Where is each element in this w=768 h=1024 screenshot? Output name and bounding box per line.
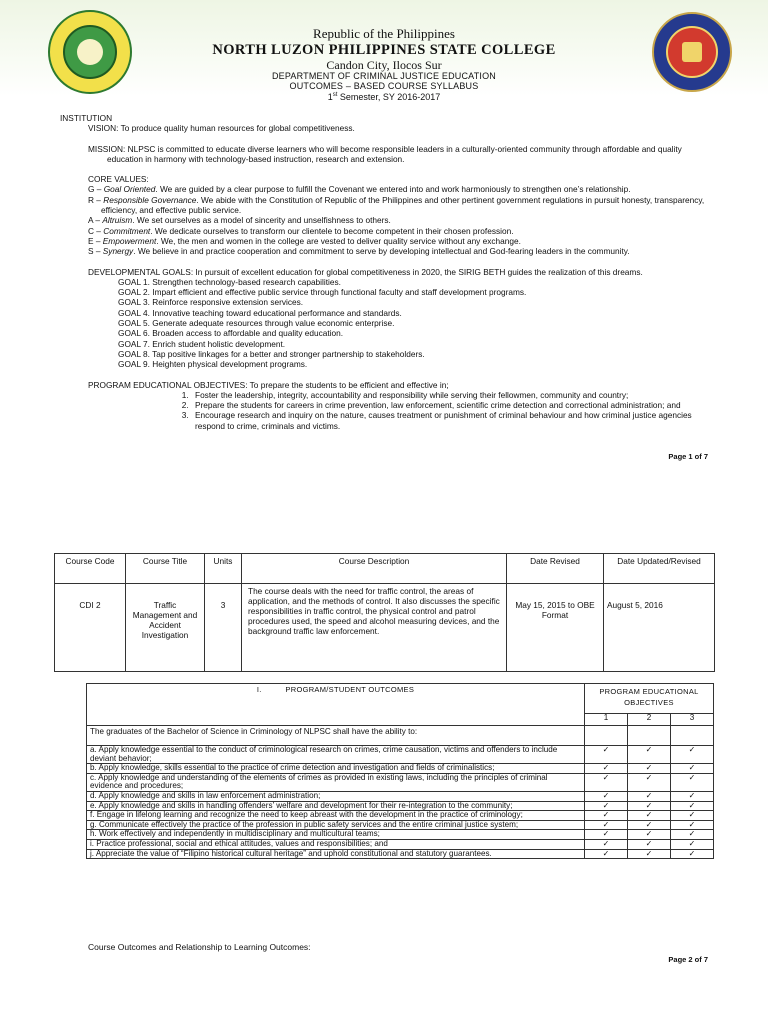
course-info-table (54, 553, 715, 672)
syllabus-title: OUTCOMES – BASED COURSE SYLLABUS (289, 81, 479, 91)
outcome-text: e. Apply knowledge and skills in handling offenders’ welfare and development for their re-integration to the community; (87, 801, 585, 811)
check-mark: ✓ (628, 791, 671, 801)
check-mark: ✓ (671, 830, 714, 840)
goal-item: GOAL 3. Reinforce responsive extension services. (118, 297, 304, 308)
college-city: Candon City, Ilocos Sur (326, 58, 442, 72)
check-mark: ✓ (628, 811, 671, 821)
goal-item: GOAL 6. Broaden access to affordable and quality education. (118, 328, 344, 339)
outcome-text: h. Work effectively and independently in multidisciplinary and multicultural teams; (87, 830, 585, 840)
course-title: Traffic Management and Accident Investigation (126, 584, 205, 672)
peo-header: PROGRAM EDUCATIONAL OBJECTIVES (585, 684, 714, 714)
college-name: NORTH LUZON PHILIPPINES STATE COLLEGE (212, 42, 556, 58)
institution-label: INSTITUTION (60, 113, 113, 123)
peo-item: 2. Prepare the students for careers in crime prevention, law enforcement, scientific crime detection and correctional administration; and (191, 400, 720, 410)
date-updated: August 5, 2016 (604, 584, 715, 672)
check-mark: ✓ (585, 791, 628, 801)
date-revised: May 15, 2015 to OBE Format (507, 584, 604, 672)
header-date-revised: Date Revised (507, 554, 604, 584)
goal-item: GOAL 1. Strengthen technology-based research capabilities. (118, 276, 341, 287)
check-mark: ✓ (671, 839, 714, 849)
check-mark: ✓ (585, 801, 628, 811)
outcome-text: j. Appreciate the value of “Filipino historical cultural heritage” and uphold constitutional and statutory guarantees. (87, 849, 585, 859)
outcome-text: b. Apply knowledge, skills essential to the practice of crime detection and investigation and fields of criminalistics; (87, 764, 585, 774)
outcome-text: d. Apply knowledge and skills in law enforcement administration; (87, 791, 585, 801)
outcome-row (87, 746, 714, 764)
header-course-title: Course Title (126, 554, 205, 584)
program-outcomes-table (86, 683, 714, 859)
check-mark: ✓ (628, 830, 671, 840)
outcome-row (87, 839, 714, 849)
check-mark: ✓ (585, 811, 628, 821)
mission-statement: MISSION: NLPSC is committed to educate diverse learners who will become responsible leaders in a culturally-oriented community through affordable and quality education in harmony with technology-based instruction, research and extension. (88, 143, 682, 164)
outcome-row (87, 764, 714, 774)
outcome-row (87, 849, 714, 859)
developmental-goals-intro: DEVELOPMENTAL GOALS: In pursuit of excellent education for global competitiveness in 2020, the SIRIG BETH guides the realization of this dreams. (88, 266, 643, 277)
check-mark: ✓ (585, 839, 628, 849)
header-date-updated: Date Updated/Revised (604, 554, 715, 584)
core-values-list (60, 184, 720, 256)
check-mark: ✓ (585, 849, 628, 859)
outcome-text: a. Apply knowledge essential to the conduct of criminological research on crimes, crime causation, victims and offenders to include deviant behavior; (87, 746, 585, 764)
core-values-label: CORE VALUES: (88, 174, 149, 185)
peo-item: 3. Encourage research and inquiry on the nature, causes treatment or punishment of criminal behaviour and how criminal justice agencies respond to crime, criminals and victims. (191, 410, 720, 431)
goal-item: GOAL 2. Impart efficient and effective public service through functional faculty and staff development programs. (118, 287, 527, 298)
peo-intro: PROGRAM EDUCATIONAL OBJECTIVES: To prepare the students to be efficient and effective in; (88, 379, 449, 390)
check-mark: ✓ (628, 839, 671, 849)
outcome-row (87, 811, 714, 821)
goals-list (60, 277, 720, 370)
check-mark: ✓ (628, 764, 671, 774)
goal-item: GOAL 5. Generate adequate resources through value economic enterprise. (118, 318, 395, 329)
outcomes-intro: The graduates of the Bachelor of Science in Criminology of NLPSC shall have the ability to: (87, 726, 585, 746)
outcome-row (87, 791, 714, 801)
institution-section (60, 113, 720, 431)
check-mark: ✓ (628, 849, 671, 859)
peo-col-1: 1 (585, 714, 628, 726)
core-value-item: S – Synergy. We believe in and practice cooperation and commitment to serve by developing intellectual and God-fearing leaders in the community. (88, 246, 630, 257)
goal-item: GOAL 4. Innovative teaching toward educational performance and standards. (118, 307, 402, 318)
semester-line: 1st Semester, SY 2016-2017 (327, 92, 441, 102)
outcome-row (87, 773, 714, 791)
check-mark: ✓ (671, 764, 714, 774)
outcome-text: f. Engage in lifelong learning and recognize the need to keep abreast with the development in the practice of criminology; (87, 811, 585, 821)
header-course-code: Course Code (55, 554, 126, 584)
course-outcomes-label: Course Outcomes and Relationship to Learning Outcomes: (88, 942, 311, 952)
department-name: DEPARTMENT OF CRIMINAL JUSTICE EDUCATION (271, 71, 497, 81)
outcome-row (87, 830, 714, 840)
goal-item: GOAL 7. Enrich student holistic development. (118, 338, 286, 349)
check-mark: ✓ (671, 791, 714, 801)
vision-statement: VISION: To produce quality human resources for global competitiveness. (88, 123, 355, 134)
core-value-item: A – Altruism. We set ourselves as a model of sincerity and unselfishness to others. (88, 215, 391, 226)
check-mark: ✓ (671, 801, 714, 811)
outcomes-header: I. PROGRAM/STUDENT OUTCOMES (87, 684, 585, 726)
course-code: CDI 2 (55, 584, 126, 672)
check-mark: ✓ (628, 820, 671, 830)
check-mark: ✓ (585, 820, 628, 830)
course-units: 3 (205, 584, 242, 672)
check-mark: ✓ (671, 773, 714, 791)
outcome-text: c. Apply knowledge and understanding of the elements of crimes as provided in existing laws, including the principles of criminal evidence and procedures; (87, 773, 585, 791)
outcome-text: g. Communicate effectively the practice of the profession in public safety services and the entire criminal justice system; (87, 820, 585, 830)
check-mark: ✓ (628, 746, 671, 764)
peo-item: 1. Foster the leadership, integrity, accountability and responsibility while serving their fellowmen, community and country; (191, 390, 720, 400)
check-mark: ✓ (671, 849, 714, 859)
core-value-item: G – Goal Oriented. We are guided by a clear purpose to fulfill the Covenant we entered into and work harmoniously to strengthen one’s relationship. (88, 184, 631, 195)
check-mark: ✓ (585, 746, 628, 764)
check-mark: ✓ (628, 773, 671, 791)
check-mark: ✓ (671, 820, 714, 830)
page-number-1: Page 1 of 7 (668, 452, 708, 461)
check-mark: ✓ (671, 811, 714, 821)
check-mark: ✓ (585, 773, 628, 791)
page-number-2: Page 2 of 7 (668, 955, 708, 964)
republic-heading: Republic of the Philippines (313, 26, 455, 41)
check-mark: ✓ (671, 746, 714, 764)
core-value-item: E – Empowerment. We, the men and women in the college are vested to deliver quality service without any exchange. (88, 235, 521, 246)
core-value-item: R – Responsible Governance. We abide with the Constitution of Republic of the Philippines and other pertinent government regulations in pursuit honesty, transparency, efficiency, and effective public service. (88, 194, 705, 216)
check-mark: ✓ (628, 801, 671, 811)
header-units: Units (205, 554, 242, 584)
goal-item: GOAL 8. Tap positive linkages for a better and stronger partnership to stakeholders. (118, 348, 425, 359)
peo-col-2: 2 (628, 714, 671, 726)
peo-col-3: 3 (671, 714, 714, 726)
course-description: The course deals with the need for traffic control, the areas of application, and the methods of control. It also discusses the specific responsibilities in traffic control, the physical control and patrol procedures used, the speed and alcohol measuring devices, and the background traffic law enforcement. (242, 584, 507, 672)
peo-list (60, 390, 720, 431)
core-value-item: C – Commitment. We dedicate ourselves to transform our clientele to become competent in their chosen profession. (88, 225, 514, 236)
check-mark: ✓ (585, 830, 628, 840)
outcome-text: i. Practice professional, social and ethical attitudes, values and responsibilities; and (87, 839, 585, 849)
check-mark: ✓ (585, 764, 628, 774)
header-course-description: Course Description (242, 554, 507, 584)
goal-item: GOAL 9. Heighten physical development programs. (118, 359, 308, 370)
